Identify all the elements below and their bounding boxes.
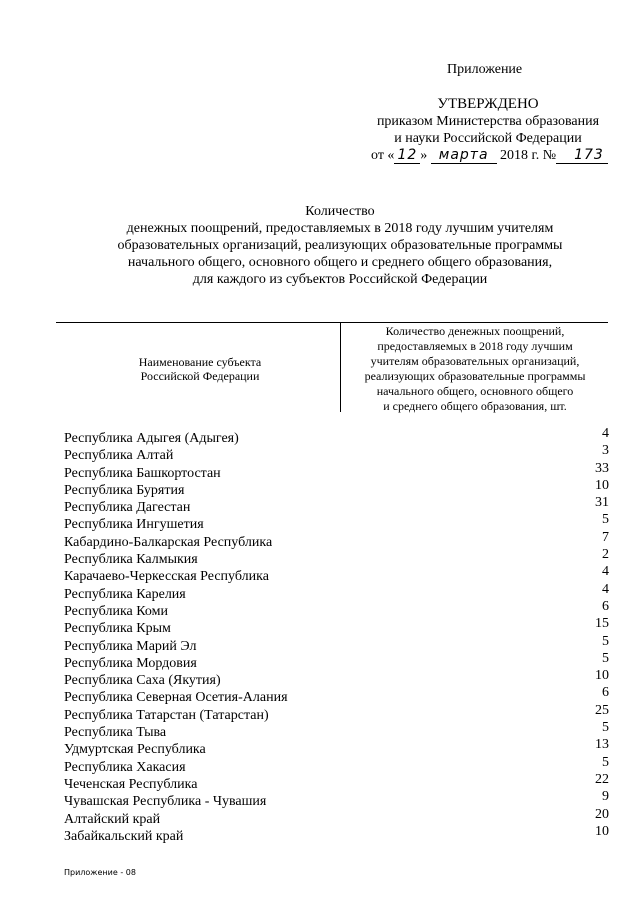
subject-name: Забайкальский край xyxy=(64,828,184,844)
table-row xyxy=(64,426,609,447)
award-count: 10 xyxy=(595,477,609,493)
award-count: 5 xyxy=(602,650,609,666)
table-row xyxy=(64,702,609,724)
table-row xyxy=(64,720,609,741)
award-count: 9 xyxy=(602,789,609,805)
subject-name: Удмуртская Республика xyxy=(64,742,206,758)
appendix-label: Приложение xyxy=(447,62,523,77)
table-row xyxy=(64,529,609,551)
award-count: 3 xyxy=(602,443,609,459)
table-row xyxy=(64,477,609,499)
column-header-count-line: реализующих образовательные программы xyxy=(364,369,586,383)
table-row xyxy=(64,495,609,516)
title-line-3: образовательных организаций, реализующих образовательные программы xyxy=(117,238,563,253)
title-line-5: для каждого из субъектов Российской Федерации xyxy=(192,272,488,287)
subject-name: Республика Марий Эл xyxy=(64,638,197,654)
table-row xyxy=(64,771,609,793)
subject-name: Республика Дагестан xyxy=(64,500,191,516)
award-count: 5 xyxy=(602,720,609,736)
award-count: 4 xyxy=(602,581,609,597)
approval-block xyxy=(368,96,608,147)
award-count: 22 xyxy=(595,771,609,787)
document-title xyxy=(60,203,620,288)
subject-name: Карачаево-Черкесская Республика xyxy=(64,569,269,585)
table-row xyxy=(64,581,609,603)
award-count: 31 xyxy=(595,495,609,511)
award-count: 6 xyxy=(602,598,609,614)
subject-name: Республика Алтай xyxy=(64,448,174,464)
table-body xyxy=(64,426,609,845)
column-header-count-line: и среднего общего образования, шт. xyxy=(383,399,567,413)
column-header-subject-line: Российской Федерации xyxy=(140,369,260,383)
table-row xyxy=(64,823,609,845)
approved-line-2: и науки Российской Федерации xyxy=(394,131,582,146)
award-count: 2 xyxy=(602,547,609,563)
table-row xyxy=(64,633,609,655)
subject-name: Республика Ингушетия xyxy=(64,517,204,533)
award-count: 5 xyxy=(602,633,609,649)
column-header-subject-line: Наименование субъекта xyxy=(138,355,262,369)
subject-name: Республика Калмыкия xyxy=(64,552,198,568)
table-column-divider xyxy=(340,322,341,412)
award-count: 4 xyxy=(602,564,609,580)
subject-name: Республика Бурятия xyxy=(64,482,185,498)
table-row xyxy=(64,547,609,568)
table-row xyxy=(64,598,609,620)
approved-line-1: приказом Министерства образования xyxy=(376,114,600,129)
table-row xyxy=(64,616,609,637)
subject-name: Республика Северная Осетия-Алания xyxy=(64,690,288,706)
subject-name: Алтайский край xyxy=(64,811,161,827)
award-count: 20 xyxy=(595,806,609,822)
column-header-count-line: начального общего, основного общего xyxy=(376,384,574,398)
award-count: 7 xyxy=(602,529,609,545)
subject-name: Республика Мордовия xyxy=(64,655,197,671)
column-header-count-line: учителям образовательных организаций, xyxy=(370,354,580,368)
title-line-4: начального общего, основного общего и среднего общего образования, xyxy=(127,255,553,270)
award-count: 15 xyxy=(595,616,609,632)
subject-name: Республика Саха (Якутия) xyxy=(64,673,221,689)
subject-name: Республика Коми xyxy=(64,603,168,619)
table-row xyxy=(64,754,609,776)
award-count: 33 xyxy=(595,460,609,476)
table-row xyxy=(64,512,609,533)
order-day: 12 xyxy=(394,148,420,164)
column-header-count-line: Количество денежных поощрений, xyxy=(385,324,565,338)
column-header-count-line: предоставляемых в 2018 году лучшим xyxy=(377,339,573,353)
table-row xyxy=(64,443,609,464)
order-line xyxy=(371,148,608,164)
table-row xyxy=(64,460,609,482)
table-row xyxy=(64,737,609,758)
award-count: 10 xyxy=(595,823,609,839)
order-from: от « xyxy=(371,148,395,163)
subject-name: Республика Тыва xyxy=(64,725,167,741)
title-line-1: Количество xyxy=(305,204,375,219)
table-row xyxy=(64,650,609,672)
subject-name: Кабардино-Балкарская Республика xyxy=(64,534,273,550)
approved-label: УТВЕРЖДЕНО xyxy=(437,96,539,112)
table-row xyxy=(64,668,609,689)
column-header-subject xyxy=(90,355,310,383)
award-count: 13 xyxy=(595,737,609,753)
table-row xyxy=(64,806,609,828)
order-year: 2018 г. № xyxy=(500,148,557,163)
table-top-rule xyxy=(56,322,608,323)
order-month: марта xyxy=(431,148,497,164)
award-count: 25 xyxy=(595,702,609,718)
subject-name: Республика Татарстан (Татарстан) xyxy=(64,707,269,723)
subject-name: Чувашская Республика - Чувашия xyxy=(64,794,267,810)
award-count: 6 xyxy=(602,685,609,701)
subject-name: Республика Крым xyxy=(64,621,171,637)
title-line-2: денежных поощрений, предоставляемых в 2018 году лучшим учителям xyxy=(126,221,554,236)
subject-name: Чеченская Республика xyxy=(64,776,198,792)
column-header-count xyxy=(345,324,605,414)
award-count: 5 xyxy=(602,512,609,528)
award-count: 4 xyxy=(602,426,609,441)
award-count: 10 xyxy=(595,668,609,684)
award-count: 5 xyxy=(602,754,609,770)
table-row xyxy=(64,789,609,810)
subject-name: Республика Хакасия xyxy=(64,759,186,775)
order-number: 173 xyxy=(556,148,608,164)
footer-text: Приложение - 08 xyxy=(64,868,136,877)
subject-name: Республика Башкортостан xyxy=(64,465,221,481)
subject-name: Республика Карелия xyxy=(64,586,186,602)
table-row xyxy=(64,564,609,585)
subject-name: Республика Адыгея (Адыгея) xyxy=(64,431,239,446)
table-row xyxy=(64,685,609,706)
order-close: » xyxy=(420,148,428,163)
